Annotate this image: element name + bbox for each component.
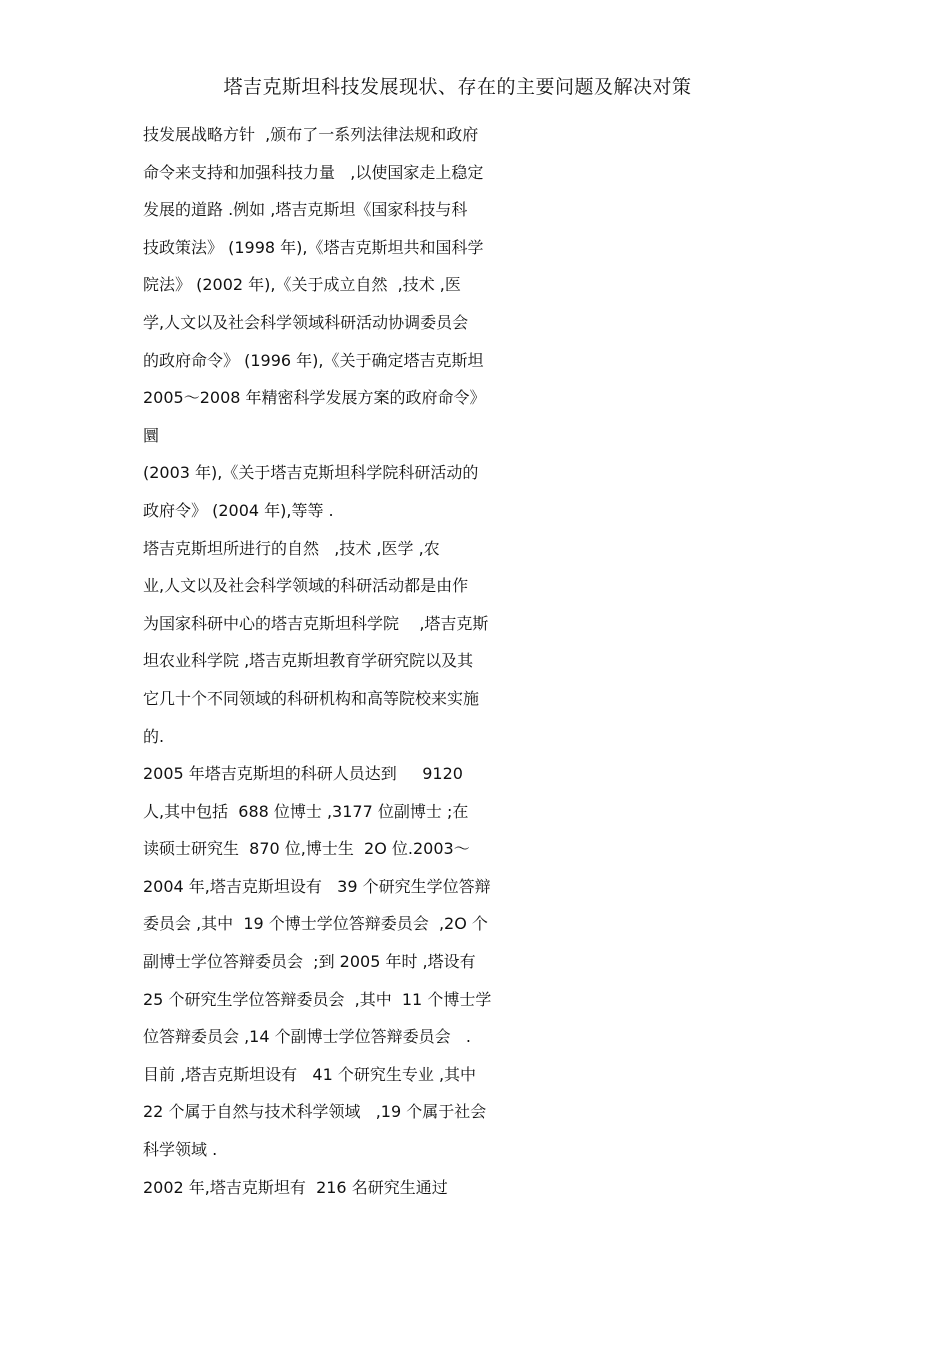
text-line: 坦农业科学院 ,塔吉克斯坦教育学研究院以及其 xyxy=(143,651,474,671)
text-line: 目前 ,塔吉克斯坦设有 41 个研究生专业 ,其中 xyxy=(143,1064,477,1084)
text-line: 为国家科研中心的塔吉克斯坦科学院 ,塔吉克斯 xyxy=(143,613,489,633)
text-line: 政府令》 (2004 年),等等 . xyxy=(143,500,334,520)
text-line: 它几十个不同领域的科研机构和高等院校来实施 xyxy=(143,688,480,708)
text-line: 副博士学位答辩委员会 ;到 2005 年时 ,塔设有 xyxy=(143,952,476,972)
text-line: 2005～2008 年精密科学发展方案的政府命令》 xyxy=(143,388,486,408)
text-line: 技政策法》 (1998 年),《塔吉克斯坦共和国科学 xyxy=(143,237,484,257)
document-body xyxy=(143,121,543,1211)
text-line: 人,其中包括 688 位博士 ,3177 位副博士 ;在 xyxy=(143,801,469,821)
text-line: 2005 年塔吉克斯坦的科研人员达到 9120 xyxy=(143,764,463,784)
text-line: 25 个研究生学位答辩委员会 ,其中 11 个博士学 xyxy=(143,989,492,1009)
text-line: 22 个属于自然与技术科学领域 ,19 个属于社会 xyxy=(143,1102,487,1122)
text-line: 发展的道路 .例如 ,塔吉克斯坦《国家科技与科 xyxy=(143,200,468,220)
text-line: 学,人文以及社会科学领域科研活动协调委员会 xyxy=(143,312,469,332)
text-line: 位答辩委员会 ,14 个副博士学位答辩委员会 . xyxy=(143,1027,471,1047)
text-line: 委员会 ,其中 19 个博士学位答辩委员会 ,2O 个 xyxy=(143,914,488,934)
text-line: (2003 年),《关于塔吉克斯坦科学院科研活动的 xyxy=(143,463,479,483)
text-line: 2002 年,塔吉克斯坦有 216 名研究生通过 xyxy=(143,1177,448,1197)
text-line: 业,人文以及社会科学领域的科研活动都是由作 xyxy=(143,576,469,596)
text-line: 塔吉克斯坦所进行的自然 ,技术 ,医学 ,农 xyxy=(143,538,440,558)
text-line: 读硕士研究生 870 位,博士生 2O 位.2003～ xyxy=(143,839,470,859)
text-line: 院法》 (2002 年),《关于成立自然 ,技术 ,医 xyxy=(143,275,461,295)
document-title: 塔吉克斯坦科技发展现状、存在的主要问题及解决对策 xyxy=(223,76,692,98)
text-line: 圜 xyxy=(143,425,160,445)
text-line: 科学领域 . xyxy=(143,1140,218,1160)
text-line: 命令来支持和加强科技力量 ,以使国家走上稳定 xyxy=(143,162,484,182)
text-line: 技发展战略方针 ,颁布了一系列法律法规和政府 xyxy=(143,125,479,144)
text-line: 2004 年,塔吉克斯坦设有 39 个研究生学位答辩 xyxy=(143,876,491,896)
text-line: 的. xyxy=(143,726,165,746)
text-line: 的政府命令》 (1996 年),《关于确定塔吉克斯坦 xyxy=(143,350,484,370)
